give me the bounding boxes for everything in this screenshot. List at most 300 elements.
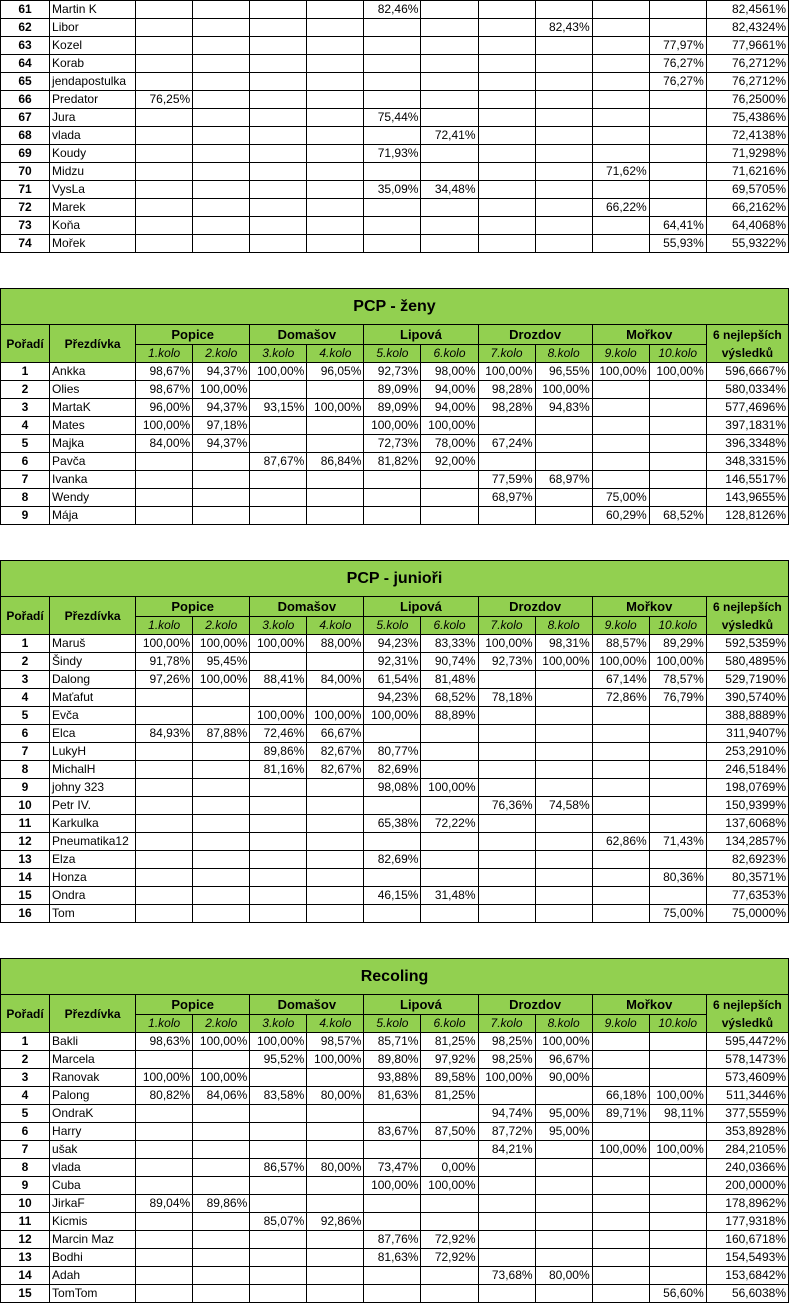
round-header[interactable]: 8.kolo xyxy=(535,617,592,635)
round-score-cell[interactable] xyxy=(307,1105,364,1123)
round-score-cell[interactable] xyxy=(193,797,250,815)
location-header[interactable]: Lipová xyxy=(364,325,478,345)
rank-cell[interactable]: 16 xyxy=(1,905,50,923)
round-score-cell[interactable] xyxy=(364,869,421,887)
round-score-cell[interactable] xyxy=(364,55,421,73)
round-score-cell[interactable] xyxy=(421,1195,478,1213)
round-score-cell[interactable] xyxy=(478,145,535,163)
round-score-cell[interactable]: 100,00% xyxy=(649,1087,706,1105)
round-score-cell[interactable]: 100,00% xyxy=(136,1069,193,1087)
rank-cell[interactable]: 12 xyxy=(1,833,50,851)
round-score-cell[interactable] xyxy=(592,1195,649,1213)
round-score-cell[interactable] xyxy=(307,1141,364,1159)
total-score-cell[interactable]: 76,2500% xyxy=(706,91,788,109)
round-score-cell[interactable] xyxy=(364,235,421,253)
round-score-cell[interactable]: 89,71% xyxy=(592,1105,649,1123)
round-header[interactable]: 2.kolo xyxy=(193,1015,250,1033)
nickname-cell[interactable]: TomTom xyxy=(50,1285,136,1303)
round-score-cell[interactable]: 71,62% xyxy=(592,163,649,181)
round-score-cell[interactable] xyxy=(307,489,364,507)
round-score-cell[interactable]: 61,54% xyxy=(364,671,421,689)
round-score-cell[interactable]: 82,46% xyxy=(364,1,421,19)
round-score-cell[interactable] xyxy=(136,689,193,707)
round-score-cell[interactable]: 80,00% xyxy=(307,1087,364,1105)
round-score-cell[interactable] xyxy=(592,453,649,471)
round-score-cell[interactable]: 77,59% xyxy=(478,471,535,489)
round-score-cell[interactable] xyxy=(307,1069,364,1087)
round-score-cell[interactable]: 95,00% xyxy=(535,1105,592,1123)
round-score-cell[interactable] xyxy=(592,851,649,869)
rank-cell[interactable]: 6 xyxy=(1,453,50,471)
round-score-cell[interactable] xyxy=(136,1285,193,1303)
rank-cell[interactable]: 8 xyxy=(1,761,50,779)
round-score-cell[interactable] xyxy=(364,489,421,507)
nickname-cell[interactable]: Palong xyxy=(50,1087,136,1105)
round-score-cell[interactable]: 35,09% xyxy=(364,181,421,199)
round-score-cell[interactable]: 87,50% xyxy=(421,1123,478,1141)
round-score-cell[interactable] xyxy=(478,199,535,217)
nickname-cell[interactable]: Koňa xyxy=(50,217,136,235)
total-score-cell[interactable]: 150,9399% xyxy=(706,797,788,815)
round-score-cell[interactable] xyxy=(421,145,478,163)
total-score-cell[interactable]: 595,4472% xyxy=(706,1033,788,1051)
round-score-cell[interactable] xyxy=(193,489,250,507)
total-score-cell[interactable]: 80,3571% xyxy=(706,869,788,887)
rank-cell[interactable]: 74 xyxy=(1,235,50,253)
round-score-cell[interactable]: 82,67% xyxy=(307,761,364,779)
rank-header[interactable]: Pořadí xyxy=(1,325,50,363)
round-score-cell[interactable] xyxy=(307,815,364,833)
round-header[interactable]: 3.kolo xyxy=(250,345,307,363)
round-score-cell[interactable] xyxy=(592,145,649,163)
best-results-header[interactable] xyxy=(706,597,788,635)
round-score-cell[interactable] xyxy=(649,1159,706,1177)
rank-cell[interactable]: 11 xyxy=(1,1213,50,1231)
round-score-cell[interactable] xyxy=(592,55,649,73)
round-score-cell[interactable] xyxy=(535,887,592,905)
round-score-cell[interactable] xyxy=(250,109,307,127)
round-score-cell[interactable] xyxy=(592,381,649,399)
round-score-cell[interactable] xyxy=(250,797,307,815)
round-score-cell[interactable] xyxy=(592,905,649,923)
round-score-cell[interactable] xyxy=(649,489,706,507)
round-score-cell[interactable]: 81,63% xyxy=(364,1249,421,1267)
round-score-cell[interactable] xyxy=(250,127,307,145)
round-score-cell[interactable] xyxy=(649,109,706,127)
round-score-cell[interactable] xyxy=(421,743,478,761)
nickname-cell[interactable]: Pneumatika12 xyxy=(50,833,136,851)
round-score-cell[interactable] xyxy=(364,127,421,145)
total-score-cell[interactable]: 153,6842% xyxy=(706,1267,788,1285)
round-score-cell[interactable] xyxy=(592,471,649,489)
nickname-cell[interactable]: Mája xyxy=(50,507,136,525)
round-score-cell[interactable]: 100,00% xyxy=(592,1141,649,1159)
round-score-cell[interactable] xyxy=(478,37,535,55)
round-score-cell[interactable] xyxy=(136,163,193,181)
round-score-cell[interactable] xyxy=(478,1213,535,1231)
round-score-cell[interactable] xyxy=(250,507,307,525)
round-score-cell[interactable] xyxy=(535,689,592,707)
rank-cell[interactable]: 6 xyxy=(1,725,50,743)
rank-cell[interactable]: 66 xyxy=(1,91,50,109)
round-score-cell[interactable] xyxy=(478,887,535,905)
round-score-cell[interactable] xyxy=(193,1141,250,1159)
round-score-cell[interactable] xyxy=(136,235,193,253)
round-score-cell[interactable]: 77,97% xyxy=(649,37,706,55)
round-score-cell[interactable] xyxy=(478,217,535,235)
rank-cell[interactable]: 14 xyxy=(1,869,50,887)
round-score-cell[interactable] xyxy=(307,689,364,707)
section-title[interactable]: PCP - ženy xyxy=(1,289,789,325)
round-score-cell[interactable] xyxy=(592,1033,649,1051)
round-score-cell[interactable]: 71,43% xyxy=(649,833,706,851)
location-header[interactable]: Domašov xyxy=(250,995,364,1015)
round-score-cell[interactable] xyxy=(592,1213,649,1231)
location-header[interactable]: Lipová xyxy=(364,995,478,1015)
round-score-cell[interactable] xyxy=(193,869,250,887)
round-score-cell[interactable] xyxy=(364,163,421,181)
round-score-cell[interactable]: 96,05% xyxy=(307,363,364,381)
round-score-cell[interactable] xyxy=(364,1195,421,1213)
rank-cell[interactable]: 10 xyxy=(1,797,50,815)
nickname-cell[interactable]: MichalH xyxy=(50,761,136,779)
round-score-cell[interactable]: 82,69% xyxy=(364,761,421,779)
round-score-cell[interactable]: 67,14% xyxy=(592,671,649,689)
total-score-cell[interactable]: 66,2162% xyxy=(706,199,788,217)
round-score-cell[interactable] xyxy=(649,887,706,905)
round-score-cell[interactable] xyxy=(307,91,364,109)
round-score-cell[interactable]: 89,09% xyxy=(364,381,421,399)
round-score-cell[interactable] xyxy=(250,217,307,235)
round-score-cell[interactable] xyxy=(592,1069,649,1087)
round-score-cell[interactable] xyxy=(307,381,364,399)
round-score-cell[interactable] xyxy=(250,417,307,435)
round-score-cell[interactable]: 83,67% xyxy=(364,1123,421,1141)
round-score-cell[interactable] xyxy=(193,1105,250,1123)
round-score-cell[interactable] xyxy=(250,833,307,851)
round-score-cell[interactable] xyxy=(535,851,592,869)
round-score-cell[interactable] xyxy=(364,471,421,489)
round-score-cell[interactable] xyxy=(250,905,307,923)
round-score-cell[interactable] xyxy=(478,671,535,689)
round-score-cell[interactable]: 66,22% xyxy=(592,199,649,217)
round-score-cell[interactable] xyxy=(592,869,649,887)
round-score-cell[interactable] xyxy=(307,887,364,905)
round-header[interactable]: 5.kolo xyxy=(364,1015,421,1033)
round-header[interactable]: 1.kolo xyxy=(136,617,193,635)
rank-cell[interactable]: 3 xyxy=(1,671,50,689)
round-score-cell[interactable]: 86,57% xyxy=(250,1159,307,1177)
round-score-cell[interactable] xyxy=(592,417,649,435)
nickname-cell[interactable]: Bakli xyxy=(50,1033,136,1051)
round-score-cell[interactable]: 88,89% xyxy=(421,707,478,725)
round-score-cell[interactable] xyxy=(250,471,307,489)
round-header[interactable]: 6.kolo xyxy=(421,1015,478,1033)
round-score-cell[interactable] xyxy=(649,1231,706,1249)
round-score-cell[interactable] xyxy=(649,1195,706,1213)
round-score-cell[interactable]: 72,92% xyxy=(421,1249,478,1267)
round-score-cell[interactable]: 66,18% xyxy=(592,1087,649,1105)
round-score-cell[interactable] xyxy=(364,1267,421,1285)
round-score-cell[interactable] xyxy=(535,671,592,689)
round-score-cell[interactable] xyxy=(592,109,649,127)
round-score-cell[interactable] xyxy=(421,851,478,869)
round-score-cell[interactable]: 98,11% xyxy=(649,1105,706,1123)
round-score-cell[interactable] xyxy=(478,163,535,181)
round-score-cell[interactable] xyxy=(478,181,535,199)
nickname-cell[interactable]: Karkulka xyxy=(50,815,136,833)
nickname-cell[interactable]: vlada xyxy=(50,1159,136,1177)
location-header[interactable]: Domašov xyxy=(250,325,364,345)
rank-cell[interactable]: 1 xyxy=(1,635,50,653)
round-score-cell[interactable] xyxy=(136,489,193,507)
round-score-cell[interactable]: 89,29% xyxy=(649,635,706,653)
round-score-cell[interactable]: 72,22% xyxy=(421,815,478,833)
round-score-cell[interactable]: 87,76% xyxy=(364,1231,421,1249)
round-score-cell[interactable] xyxy=(649,1051,706,1069)
round-score-cell[interactable] xyxy=(307,1249,364,1267)
round-score-cell[interactable]: 95,00% xyxy=(535,1123,592,1141)
round-score-cell[interactable] xyxy=(193,815,250,833)
round-score-cell[interactable] xyxy=(136,1231,193,1249)
round-score-cell[interactable] xyxy=(250,37,307,55)
total-score-cell[interactable]: 82,4561% xyxy=(706,1,788,19)
round-score-cell[interactable]: 98,31% xyxy=(535,635,592,653)
round-score-cell[interactable] xyxy=(250,1231,307,1249)
round-header[interactable]: 7.kolo xyxy=(478,345,535,363)
round-score-cell[interactable]: 72,86% xyxy=(592,689,649,707)
round-score-cell[interactable] xyxy=(136,779,193,797)
round-score-cell[interactable] xyxy=(649,435,706,453)
round-score-cell[interactable] xyxy=(307,905,364,923)
nickname-header[interactable]: Přezdívka xyxy=(50,597,136,635)
nickname-cell[interactable]: Mates xyxy=(50,417,136,435)
nickname-cell[interactable]: Marcin Maz xyxy=(50,1231,136,1249)
round-header[interactable]: 3.kolo xyxy=(250,1015,307,1033)
round-score-cell[interactable]: 87,72% xyxy=(478,1123,535,1141)
round-score-cell[interactable] xyxy=(535,489,592,507)
round-score-cell[interactable] xyxy=(307,1,364,19)
round-score-cell[interactable]: 100,00% xyxy=(193,1033,250,1051)
round-score-cell[interactable] xyxy=(250,145,307,163)
nickname-cell[interactable]: Šindy xyxy=(50,653,136,671)
round-score-cell[interactable] xyxy=(649,91,706,109)
total-score-cell[interactable]: 77,9661% xyxy=(706,37,788,55)
round-score-cell[interactable] xyxy=(421,37,478,55)
rank-cell[interactable]: 5 xyxy=(1,435,50,453)
round-score-cell[interactable]: 94,23% xyxy=(364,635,421,653)
round-score-cell[interactable] xyxy=(421,489,478,507)
round-score-cell[interactable] xyxy=(307,417,364,435)
round-score-cell[interactable] xyxy=(478,1195,535,1213)
round-header[interactable]: 5.kolo xyxy=(364,345,421,363)
total-score-cell[interactable]: 77,6353% xyxy=(706,887,788,905)
rank-cell[interactable]: 9 xyxy=(1,779,50,797)
rank-cell[interactable]: 14 xyxy=(1,1267,50,1285)
round-score-cell[interactable]: 100,00% xyxy=(364,417,421,435)
round-score-cell[interactable]: 89,86% xyxy=(193,1195,250,1213)
nickname-cell[interactable]: Ankka xyxy=(50,363,136,381)
round-score-cell[interactable] xyxy=(478,869,535,887)
round-score-cell[interactable] xyxy=(193,163,250,181)
round-score-cell[interactable]: 92,00% xyxy=(421,453,478,471)
round-score-cell[interactable] xyxy=(307,235,364,253)
nickname-cell[interactable]: Marek xyxy=(50,199,136,217)
round-score-cell[interactable] xyxy=(364,725,421,743)
round-score-cell[interactable]: 80,00% xyxy=(307,1159,364,1177)
round-header[interactable]: 10.kolo xyxy=(649,345,706,363)
round-score-cell[interactable] xyxy=(136,1,193,19)
round-score-cell[interactable]: 98,08% xyxy=(364,779,421,797)
round-score-cell[interactable] xyxy=(421,507,478,525)
round-score-cell[interactable] xyxy=(649,1123,706,1141)
round-score-cell[interactable] xyxy=(193,1249,250,1267)
round-header[interactable]: 8.kolo xyxy=(535,345,592,363)
best-results-header[interactable] xyxy=(706,995,788,1033)
round-score-cell[interactable]: 56,60% xyxy=(649,1285,706,1303)
round-score-cell[interactable]: 100,00% xyxy=(136,635,193,653)
round-score-cell[interactable]: 73,47% xyxy=(364,1159,421,1177)
round-score-cell[interactable] xyxy=(535,1141,592,1159)
round-score-cell[interactable] xyxy=(592,235,649,253)
round-score-cell[interactable] xyxy=(250,815,307,833)
round-score-cell[interactable] xyxy=(421,869,478,887)
rank-cell[interactable]: 15 xyxy=(1,887,50,905)
round-score-cell[interactable]: 96,55% xyxy=(535,363,592,381)
round-score-cell[interactable] xyxy=(364,1285,421,1303)
best-results-header[interactable] xyxy=(706,325,788,363)
round-score-cell[interactable] xyxy=(193,507,250,525)
round-score-cell[interactable]: 85,07% xyxy=(250,1213,307,1231)
round-score-cell[interactable] xyxy=(193,743,250,761)
round-score-cell[interactable] xyxy=(478,507,535,525)
round-score-cell[interactable] xyxy=(535,869,592,887)
round-score-cell[interactable] xyxy=(136,1105,193,1123)
round-score-cell[interactable]: 100,00% xyxy=(535,1033,592,1051)
rank-header[interactable]: Pořadí xyxy=(1,597,50,635)
round-score-cell[interactable]: 100,00% xyxy=(193,671,250,689)
nickname-cell[interactable]: JirkaF xyxy=(50,1195,136,1213)
total-score-cell[interactable]: 390,5740% xyxy=(706,689,788,707)
total-score-cell[interactable]: 246,5184% xyxy=(706,761,788,779)
round-score-cell[interactable]: 60,29% xyxy=(592,507,649,525)
round-score-cell[interactable] xyxy=(478,905,535,923)
rank-cell[interactable]: 1 xyxy=(1,1033,50,1051)
round-score-cell[interactable]: 86,84% xyxy=(307,453,364,471)
round-score-cell[interactable]: 80,77% xyxy=(364,743,421,761)
round-score-cell[interactable] xyxy=(592,435,649,453)
round-score-cell[interactable] xyxy=(478,1177,535,1195)
round-score-cell[interactable] xyxy=(592,815,649,833)
round-score-cell[interactable]: 76,25% xyxy=(136,91,193,109)
round-score-cell[interactable] xyxy=(193,761,250,779)
round-score-cell[interactable]: 100,00% xyxy=(250,363,307,381)
round-score-cell[interactable]: 91,78% xyxy=(136,653,193,671)
round-score-cell[interactable] xyxy=(592,1,649,19)
round-score-cell[interactable] xyxy=(421,217,478,235)
round-score-cell[interactable] xyxy=(421,19,478,37)
rank-cell[interactable]: 10 xyxy=(1,1195,50,1213)
round-score-cell[interactable]: 100,00% xyxy=(649,653,706,671)
total-score-cell[interactable]: 311,9407% xyxy=(706,725,788,743)
round-score-cell[interactable] xyxy=(535,453,592,471)
round-score-cell[interactable]: 68,52% xyxy=(421,689,478,707)
round-score-cell[interactable]: 67,24% xyxy=(478,435,535,453)
rank-cell[interactable]: 70 xyxy=(1,163,50,181)
round-score-cell[interactable]: 81,82% xyxy=(364,453,421,471)
round-score-cell[interactable] xyxy=(136,1177,193,1195)
round-score-cell[interactable]: 46,15% xyxy=(364,887,421,905)
round-score-cell[interactable]: 100,00% xyxy=(250,1033,307,1051)
round-score-cell[interactable]: 98,63% xyxy=(136,1033,193,1051)
round-score-cell[interactable]: 100,00% xyxy=(649,363,706,381)
rank-cell[interactable]: 1 xyxy=(1,363,50,381)
round-score-cell[interactable] xyxy=(136,833,193,851)
round-score-cell[interactable] xyxy=(193,217,250,235)
round-score-cell[interactable]: 94,83% xyxy=(535,399,592,417)
total-score-cell[interactable]: 592,5359% xyxy=(706,635,788,653)
round-score-cell[interactable] xyxy=(250,689,307,707)
round-score-cell[interactable] xyxy=(421,797,478,815)
round-score-cell[interactable] xyxy=(307,55,364,73)
round-score-cell[interactable] xyxy=(250,489,307,507)
round-score-cell[interactable]: 65,38% xyxy=(364,815,421,833)
round-score-cell[interactable] xyxy=(193,707,250,725)
nickname-cell[interactable]: Harry xyxy=(50,1123,136,1141)
rank-cell[interactable]: 7 xyxy=(1,471,50,489)
round-score-cell[interactable]: 31,48% xyxy=(421,887,478,905)
round-score-cell[interactable]: 83,58% xyxy=(250,1087,307,1105)
round-score-cell[interactable] xyxy=(307,833,364,851)
round-score-cell[interactable] xyxy=(307,1231,364,1249)
round-score-cell[interactable]: 94,37% xyxy=(193,399,250,417)
round-score-cell[interactable]: 64,41% xyxy=(649,217,706,235)
total-score-cell[interactable]: 154,5493% xyxy=(706,1249,788,1267)
round-score-cell[interactable]: 96,67% xyxy=(535,1051,592,1069)
round-score-cell[interactable] xyxy=(649,399,706,417)
round-score-cell[interactable] xyxy=(478,235,535,253)
round-score-cell[interactable] xyxy=(421,91,478,109)
round-score-cell[interactable] xyxy=(193,181,250,199)
nickname-cell[interactable]: MartaK xyxy=(50,399,136,417)
rank-cell[interactable]: 69 xyxy=(1,145,50,163)
round-score-cell[interactable] xyxy=(250,1141,307,1159)
nickname-cell[interactable]: Cuba xyxy=(50,1177,136,1195)
round-score-cell[interactable] xyxy=(478,851,535,869)
round-score-cell[interactable]: 100,00% xyxy=(592,653,649,671)
round-score-cell[interactable] xyxy=(592,399,649,417)
nickname-header[interactable]: Přezdívka xyxy=(50,325,136,363)
round-score-cell[interactable] xyxy=(478,109,535,127)
round-score-cell[interactable]: 98,67% xyxy=(136,363,193,381)
round-header[interactable]: 10.kolo xyxy=(649,1015,706,1033)
round-header[interactable]: 1.kolo xyxy=(136,1015,193,1033)
round-score-cell[interactable] xyxy=(193,145,250,163)
total-score-cell[interactable]: 284,2105% xyxy=(706,1141,788,1159)
round-score-cell[interactable] xyxy=(307,37,364,55)
round-score-cell[interactable] xyxy=(307,851,364,869)
round-score-cell[interactable] xyxy=(307,199,364,217)
rank-cell[interactable]: 67 xyxy=(1,109,50,127)
round-score-cell[interactable]: 94,37% xyxy=(193,363,250,381)
location-header[interactable]: Drozdov xyxy=(478,995,592,1015)
round-score-cell[interactable]: 98,25% xyxy=(478,1033,535,1051)
round-score-cell[interactable] xyxy=(307,797,364,815)
round-score-cell[interactable] xyxy=(364,199,421,217)
rank-cell[interactable]: 2 xyxy=(1,381,50,399)
total-score-cell[interactable]: 82,6923% xyxy=(706,851,788,869)
rank-cell[interactable]: 6 xyxy=(1,1123,50,1141)
